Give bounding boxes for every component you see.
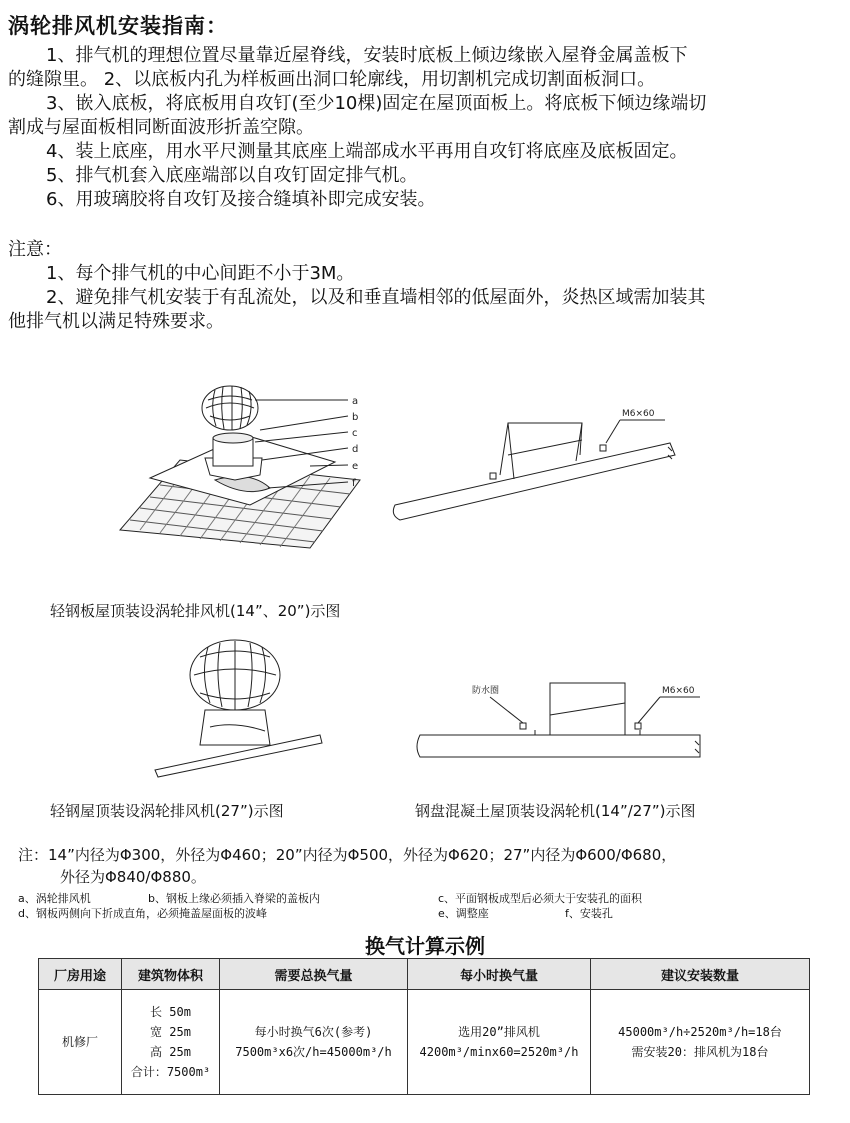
fig1-label-b: b [352,412,359,423]
step-5: 5、排气机套入底座端部以自攻钉固定排气机。 [46,165,418,186]
size-note-line1: 注：14”内径为Φ300，外径为Φ460；20”内径为Φ500，外径为Φ620；27”内径为Φ600/Φ680， [18,846,677,864]
calc-cell-use: 机修厂 [39,990,122,1095]
fig1-section-drawing [390,395,690,545]
step-3-line2: 割成与屋面板相同断面波形折盖空隙。 [8,117,314,138]
volume-height: 高 25m [150,1045,191,1059]
calc-header-volume: 建筑物体积 [122,959,220,990]
calc-cell-hourly [408,990,591,1095]
step-6: 6、用玻璃胶将自攻钉及接合缝填补即完成安装。 [46,189,436,210]
fig2-drawing [150,635,330,780]
fig1-label-a: a [352,396,359,407]
fig3-drawing [410,675,710,765]
fig1-label-e: e [352,461,359,472]
legend-e: e、调整座 [438,907,489,920]
note-2-line1: 2、避免排气机安装于有乱流处，以及和垂直墙相邻的低屋面外，炎热区域需加装其 [46,287,706,308]
fig3-screw-label: M6×60 [662,686,695,696]
fig1-label-f: f [352,478,356,489]
notes-heading: 注意： [8,239,62,260]
calc-header-hourly: 每小时换气量 [408,959,591,990]
fig1-label-c: c [352,428,358,439]
volume-length: 长 50m [150,1005,191,1019]
page-title: 涡轮排风机安装指南： [8,14,228,38]
step-1-line1: 1、排气机的理想位置尽量靠近屋脊线，安装时底板上倾边缘嵌入屋脊金属盖板下 [46,45,688,66]
legend-b: b、钢板上缘必须插入脊梁的盖板内 [148,892,320,905]
step-1-line2: 的缝隙里。 2、以底板内孔为样板画出洞口轮廓线，用切割机完成切割面板洞口。 [8,69,656,90]
calc-header-use: 厂房用途 [39,959,122,990]
fig1-label-d: d [352,444,359,455]
step-list [8,44,706,212]
step-4: 4、装上底座，用水平尺测量其底座上端部成水平再用自攻钉将底座及底板固定。 [46,141,688,162]
calc-header-total: 需要总换气量 [220,959,408,990]
fig1-drawing [110,380,370,550]
total-line2: 7500m³x6次/h=45000m³/h [235,1045,392,1059]
volume-width: 宽 25m [150,1025,191,1039]
fig2-caption: 轻钢屋顶装设涡轮排风机(27”)示图 [50,802,284,820]
calc-table [38,958,810,1095]
step-3-line1: 3、嵌入底板，将底板用自攻钉(至少10棵)固定在屋顶面板上。将底板下倾边缘端切 [46,93,707,114]
size-note-line2: 外径为Φ840/Φ880。 [60,868,206,886]
note-2-line2: 他排气机以满足特殊要求。 [8,311,224,332]
fig3-waterproof-label: 防水圈 [472,686,500,696]
volume-total: 合计：7500m³ [130,1065,211,1079]
calc-cell-volume [122,990,220,1095]
qty-line2: 需安装20：排风机为18台 [631,1045,769,1059]
calc-title: 换气计算示例 [365,934,485,958]
calc-header-row [39,959,810,990]
hourly-line2: 4200m³/minx60=2520m³/h [419,1045,579,1059]
note-1: 1、每个排气机的中心间距不小于3M。 [46,263,355,284]
legend-f: f、安装孔 [565,907,613,920]
fig1-screw-label: M6×60 [622,409,655,419]
total-line1: 每小时换气6次(参考) [254,1025,373,1039]
legend-a: a、涡轮排风机 [18,892,91,905]
calc-header-qty: 建议安装数量 [591,959,810,990]
fig3-caption: 钢盘混凝土屋顶装设涡轮机(14”/27”)示图 [415,802,696,820]
calc-cell-qty [591,990,810,1095]
table-row [39,990,810,1095]
calc-cell-total [220,990,408,1095]
legend-d: d、钢板两侧向下折成直角，必须掩盖屋面板的波峰 [18,907,267,920]
legend-c: c、平面钢板成型后必须大于安装孔的面积 [438,892,643,905]
fig1-caption: 轻钢板屋顶装设涡轮排风机(14”、20”)示图 [50,602,341,620]
notes-block [8,238,705,334]
hourly-line1: 选用20”排风机 [458,1025,540,1039]
qty-line1: 45000m³/h÷2520m³/h=18台 [618,1025,782,1039]
